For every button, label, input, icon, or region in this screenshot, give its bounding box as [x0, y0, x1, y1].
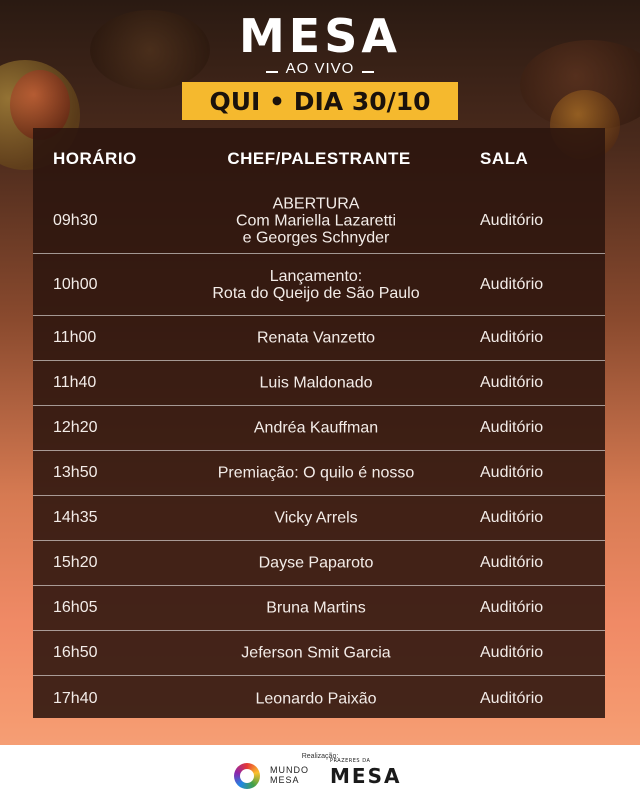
- room-cell: Auditório: [480, 275, 544, 293]
- mundo-text: MUNDO: [270, 765, 309, 775]
- mundo-mesa-logo-icon: [234, 763, 260, 789]
- time-cell: 17h40: [53, 689, 98, 707]
- time-cell: 15h20: [53, 554, 98, 571]
- chef-cell: [183, 645, 449, 662]
- table-row: [33, 406, 605, 451]
- table-row: [33, 676, 605, 721]
- table-row: [33, 361, 605, 406]
- table-row: [33, 254, 605, 316]
- prazeres-da-text: PRAZERES DA: [330, 758, 371, 764]
- dash-right: [362, 71, 374, 73]
- realizacao-label: Realização:: [301, 753, 339, 760]
- table-body: [33, 188, 605, 721]
- table-row: [33, 316, 605, 361]
- room-cell: Auditório: [480, 464, 544, 481]
- column-header-time: HORÁRIO: [53, 149, 137, 168]
- room-cell: Auditório: [480, 644, 544, 661]
- chef-line: Com Mariella Lazaretti: [235, 212, 397, 229]
- chef-cell: [183, 510, 449, 527]
- table-row: [33, 496, 605, 541]
- time-cell: 11h40: [53, 374, 97, 391]
- room-cell: Auditório: [480, 211, 544, 229]
- room-cell: Auditório: [480, 509, 544, 526]
- table-row: [33, 541, 605, 586]
- dash-left: [266, 71, 278, 73]
- mundo-mesa-logo-text: [270, 765, 309, 785]
- chef-cell: [183, 600, 449, 617]
- time-cell: 16h05: [53, 599, 98, 616]
- chef-cell: [183, 375, 449, 392]
- time-cell: 14h35: [53, 509, 98, 526]
- chef-cell: [183, 465, 449, 482]
- table-row: [33, 188, 605, 254]
- prazeres-da-mesa-logo: [330, 758, 401, 788]
- chef-line: Renata Vanzetto: [256, 329, 375, 347]
- table-row: [33, 586, 605, 631]
- chef-line: Vicky Arrels: [274, 509, 358, 527]
- time-cell: 11h00: [53, 329, 97, 346]
- chef-line: Andréa Kauffman: [253, 419, 379, 437]
- chef-cell: [183, 330, 449, 347]
- chef-line: ABERTURA: [272, 195, 360, 212]
- chef-cell: [183, 420, 449, 437]
- mesa-text: MESA: [270, 775, 300, 785]
- column-header-room: SALA: [480, 149, 529, 168]
- chef-cell: [183, 195, 449, 246]
- room-cell: Auditório: [480, 554, 544, 571]
- chef-line: Rota do Queijo de São Paulo: [212, 284, 420, 302]
- room-cell: Auditório: [480, 374, 544, 391]
- time-cell: 16h50: [53, 644, 98, 661]
- footer: [0, 745, 640, 800]
- time-cell: 12h20: [53, 419, 98, 436]
- mesa-logo-text: MESA: [330, 764, 402, 788]
- chef-line: Jeferson Smit Garcia: [241, 644, 391, 662]
- chef-cell: [183, 690, 449, 707]
- time-cell: 10h00: [53, 275, 98, 293]
- chef-line: Leonardo Paixão: [255, 690, 377, 707]
- table-row: [33, 451, 605, 496]
- chef-line: Luis Maldonado: [259, 374, 373, 392]
- chef-line: Bruna Martins: [266, 599, 366, 617]
- chef-line: Lançamento:: [269, 267, 363, 285]
- table-header: [33, 128, 605, 188]
- chef-line: e Georges Schnyder: [242, 229, 390, 246]
- date-banner: QUI • DIA 30/10: [182, 82, 458, 120]
- schedule-table: [33, 128, 605, 718]
- chef-line: Premiação: O quilo é nosso: [217, 464, 415, 482]
- subtitle-text: AO VIVO: [285, 60, 355, 77]
- mesa-logo: MESA: [239, 9, 401, 63]
- room-cell: Auditório: [480, 689, 544, 707]
- subtitle: [0, 60, 640, 77]
- room-cell: Auditório: [480, 419, 544, 436]
- chef-cell: [183, 555, 449, 572]
- chef-cell: [183, 268, 449, 302]
- room-cell: Auditório: [480, 329, 544, 346]
- room-cell: Auditório: [480, 599, 544, 616]
- table-row: [33, 631, 605, 676]
- time-cell: 13h50: [53, 464, 98, 481]
- chef-line: Dayse Paparoto: [258, 554, 374, 572]
- time-cell: 09h30: [53, 211, 98, 229]
- column-header-chef: CHEF/PALESTRANTE: [227, 149, 411, 168]
